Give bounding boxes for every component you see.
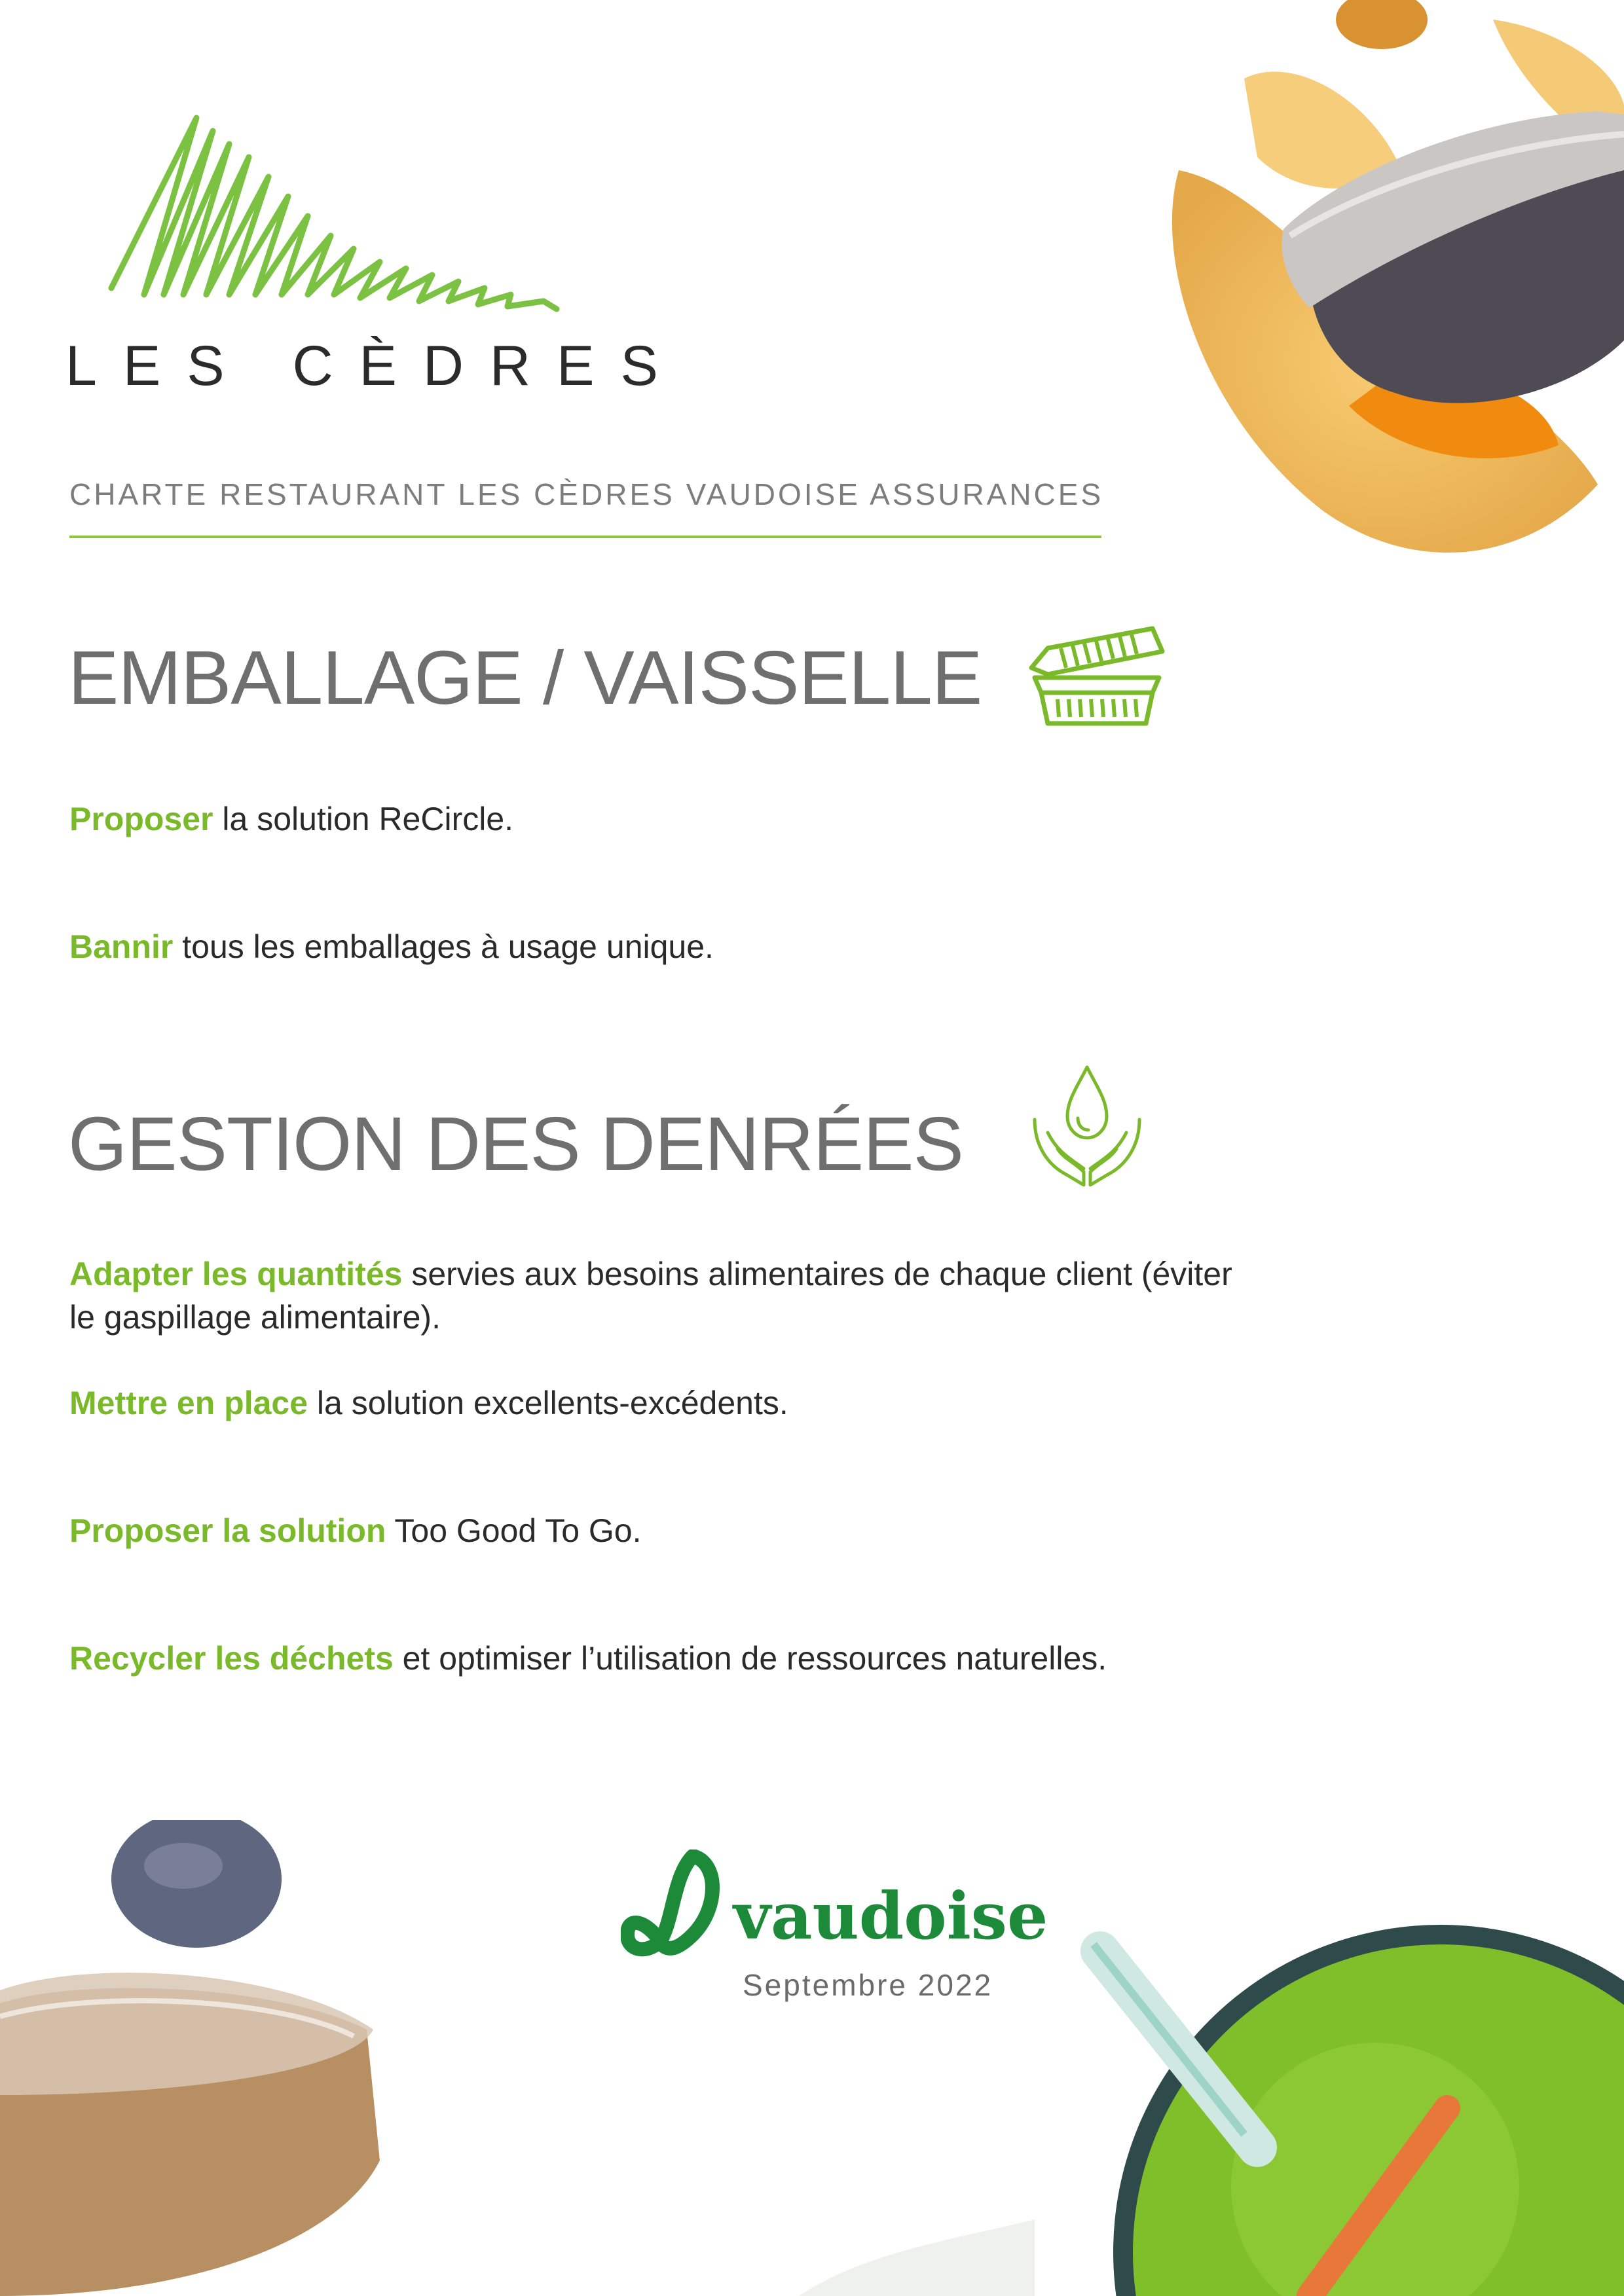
cedar-scribble-logo [98, 105, 583, 314]
list-item [69, 1252, 1248, 1339]
item-text: Too Good To Go. [386, 1512, 642, 1549]
charter-title: CHARTE RESTAURANT LES CÈDRES VAUDOISE ASSURANCES [69, 477, 1104, 511]
green-smoothie-photo [786, 1912, 1624, 2296]
section-title-packaging: EMBALLAGE / VAISSELLE [68, 635, 982, 720]
bowl-blueberry-photo [0, 1820, 393, 2296]
item-highlight: Recycler les déchets [69, 1640, 394, 1677]
item-text: la solution ReCircle. [213, 801, 514, 837]
item-text: servies aux besoins alimentaires de chaque client (éviter le gaspillage alimentaire). [69, 1256, 1232, 1336]
physalis-photo [1100, 0, 1624, 576]
section-title-food-management: GESTION DES DENRÉES [68, 1101, 963, 1186]
list-item [69, 1509, 1248, 1552]
logo-wordmark: LES CÈDRES [65, 335, 684, 397]
item-text: et optimiser l’utilisation de ressources naturelles. [393, 1640, 1107, 1677]
takeaway-container-icon [1022, 615, 1172, 730]
item-highlight: Adapter les quantités [69, 1256, 403, 1292]
vaudoise-wordmark: vaudoise [733, 1879, 1048, 1954]
item-highlight: Bannir [69, 928, 174, 965]
list-item [69, 1637, 1248, 1680]
vaudoise-logo-icon [621, 1850, 726, 1961]
item-highlight: Proposer la solution [69, 1512, 386, 1549]
title-underline [69, 536, 1101, 538]
list-item [69, 925, 1248, 968]
item-highlight: Mettre en place [69, 1385, 308, 1421]
item-text: tous les emballages à usage unique. [173, 928, 714, 965]
water-drop-hands-icon [1028, 1061, 1146, 1192]
publication-date: Septembre 2022 [743, 1968, 993, 2002]
list-item [69, 797, 1248, 841]
item-highlight: Proposer [69, 801, 213, 837]
item-text: la solution excellents-excédents. [308, 1385, 788, 1421]
list-item [69, 1381, 1248, 1425]
